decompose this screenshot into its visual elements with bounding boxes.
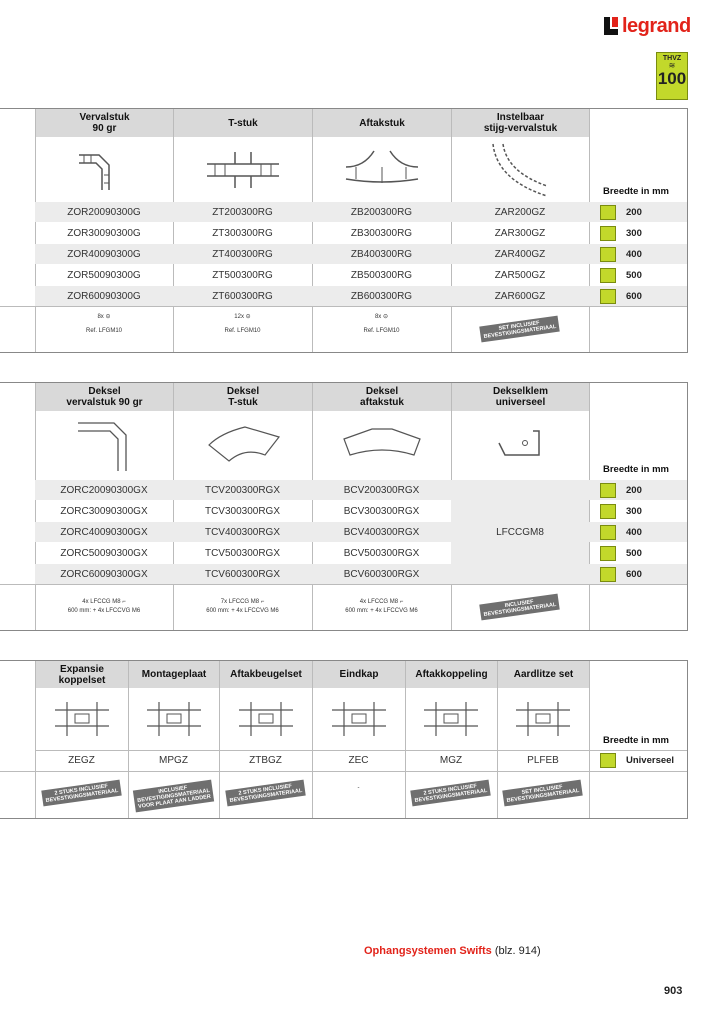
size-text: 400 [626, 249, 642, 260]
product-code: TCV500300RGX [204, 547, 281, 559]
size-value [600, 268, 642, 283]
footer-reference[interactable] [364, 945, 541, 957]
accessory-badge-wrap [405, 783, 497, 805]
table-accessories [0, 660, 688, 819]
size-value [600, 546, 642, 561]
size-text: 500 [626, 270, 642, 281]
accessory-info [35, 313, 173, 334]
size-value [600, 567, 642, 582]
product-code: ZORC20090300GX [60, 484, 148, 496]
accessory-illustration [128, 689, 219, 749]
thvz-mini-icon [600, 289, 616, 304]
product-code: ZAR500GZ [494, 269, 546, 281]
thvz-mini-icon [600, 753, 616, 768]
size-value [600, 483, 642, 498]
product-code: ZAR400GZ [494, 248, 546, 260]
cover-illustration [35, 413, 173, 477]
acc-line2: 600 mm: + 4x LFCCVG M6 [206, 608, 279, 614]
product-code: PLFEB [527, 754, 559, 766]
column-header: Aftakkoppeling [406, 661, 497, 688]
clamp-icon: ⌐ [260, 599, 265, 605]
column-header: Eindkap [313, 661, 405, 688]
product-code: ZOR30090300G [67, 227, 141, 239]
size-value [600, 289, 642, 304]
divider [0, 306, 688, 307]
product-code: ZORC50090300GX [60, 547, 148, 559]
covertee-illustration [173, 413, 312, 477]
accessory-info [173, 313, 312, 334]
product-code: ZAR600GZ [494, 290, 546, 302]
product-code: MGZ [439, 754, 463, 766]
accessory-illustration [35, 689, 128, 749]
accessory-info [312, 599, 451, 614]
divider [0, 584, 688, 585]
accessory-illustration [405, 689, 497, 749]
acc-qty: 8x [97, 314, 104, 320]
product-code: ZTBGZ [249, 754, 282, 766]
column-header: T-stuk [174, 109, 312, 137]
product-code: ZORC40090300GX [60, 526, 148, 538]
clamp-icon: ⌐ [122, 599, 126, 605]
coverbranch-illustration [312, 413, 451, 477]
logo-mark-icon [604, 17, 618, 35]
product-code: ZT300300RG [212, 227, 273, 239]
product-code: BCV600300RGX [343, 568, 420, 580]
size-value [600, 504, 642, 519]
acc-line1: 4x LFCCG M8 [82, 599, 121, 605]
product-code: ZEC [348, 754, 369, 766]
set-badge: SET INCLUSIEF BEVESTIGINGSMATERIAAL [480, 316, 561, 343]
size-text: 200 [626, 207, 642, 218]
accessory-info [312, 313, 451, 334]
size-value [600, 525, 642, 540]
bolt-icon: ⊝ [105, 314, 111, 320]
column-header: Deksel aftakstuk [313, 383, 451, 411]
product-code: ZB400300RG [350, 248, 413, 260]
accessory-info [35, 599, 173, 614]
accessory-illustration [497, 689, 589, 749]
thvz-mini-icon [600, 205, 616, 220]
clamp-illustration [451, 413, 589, 477]
thvz-mini-icon [600, 504, 616, 519]
accessory-illustration [312, 689, 405, 749]
thvz-label: THVZ [662, 55, 682, 62]
accessory-badge-wrap [219, 783, 312, 805]
thvz-mini-icon [600, 226, 616, 241]
product-code: BCV300300RGX [343, 505, 420, 517]
inclusief-badge: 2 STUKS INCLUSIEF BEVESTIGINGSMATERIAAL [225, 780, 306, 807]
product-code: ZT500300RG [212, 269, 273, 281]
product-code: BCV500300RGX [343, 547, 420, 559]
breedte-label: Breedte in mm [603, 464, 669, 475]
accessory-badge-wrap [497, 784, 589, 805]
set-badge: INCLUSIEF BEVESTIGINGSMATERIAAL [480, 594, 561, 621]
product-code: TCV300300RGX [204, 505, 281, 517]
column-header: Vervalstuk 90 gr [36, 109, 173, 137]
inclusief-badge: SET INCLUSIEF BEVESTIGINGSMATERIAAL [503, 780, 584, 807]
product-code: TCV400300RGX [204, 526, 281, 538]
size-text: 600 [626, 291, 642, 302]
breedte-label: Breedte in mm [603, 735, 669, 746]
inclusief-badge: INCLUSIEF BEVESTIGINGSMATERIAAL VOOR PLAAT AAN LADDER [133, 780, 215, 813]
adj-illustration [451, 139, 589, 201]
bolt-icon: ⊝ [245, 314, 251, 320]
size-value [600, 205, 642, 220]
product-code: ZORC60090300GX [60, 568, 148, 580]
thvz-mini-icon [600, 483, 616, 498]
inclusief-badge: 2 STUKS INCLUSIEF BEVESTIGINGSMATERIAAL [411, 780, 492, 807]
product-code: ZAR200GZ [494, 206, 546, 218]
product-code: ZOR40090300G [67, 248, 141, 260]
product-code: ZB600300RG [350, 290, 413, 302]
thvz-mini-icon [600, 525, 616, 540]
product-code: MPGZ [159, 754, 188, 766]
acc-line1: 4x LFCCG M8 [359, 599, 399, 605]
product-code: ZAR300GZ [494, 227, 546, 239]
acc-line2: 600 mm: + 4x LFCCVG M6 [67, 608, 141, 614]
logo-text: legrand [622, 14, 691, 37]
product-code: ZEGZ [68, 754, 95, 766]
product-code: TCV600300RGX [204, 568, 281, 580]
column-header: Aardlitze set [498, 661, 589, 688]
product-code: ZORC30090300GX [60, 505, 148, 517]
thvz-value: 100 [657, 69, 687, 88]
accessory-badge-wrap [312, 785, 405, 791]
product-code: ZOR20090300G [67, 206, 141, 218]
size-value [600, 226, 642, 241]
accessory-badge-wrap [35, 783, 128, 805]
divider [0, 771, 688, 772]
set-badge-wrap [451, 320, 589, 341]
table-fittings [0, 108, 688, 353]
size-text: Universeel [626, 755, 675, 766]
product-code: ZOR50090300G [67, 269, 141, 281]
product-code: ZB200300RG [350, 206, 413, 218]
product-code: ZT600300RG [212, 290, 273, 302]
breedte-label: Breedte in mm [603, 186, 669, 197]
size-text: 300 [626, 506, 642, 517]
thvz-badge [656, 52, 688, 100]
acc-qty: 12x [234, 314, 244, 320]
merged-clamp-code: LFCCGM8 [451, 480, 589, 584]
size-text: 600 [626, 569, 642, 580]
size-text: 300 [626, 228, 642, 239]
set-badge-wrap [451, 599, 589, 619]
bolt-icon: ⊝ [382, 314, 389, 320]
size-text: 200 [626, 485, 642, 496]
tee-illustration [173, 139, 312, 201]
clamp-icon: ⌐ [399, 599, 404, 605]
size-text: 500 [626, 548, 642, 559]
accessory-info [173, 599, 312, 614]
thvz-mini-icon [600, 247, 616, 262]
column-divider [589, 661, 590, 818]
column-header: Instelbaar stijg-vervalstuk [452, 109, 589, 137]
thvz-mini-icon [600, 567, 616, 582]
size-text: 400 [626, 527, 642, 538]
table-covers [0, 382, 688, 631]
accessory-badge-wrap [128, 785, 219, 811]
acc-ref: Ref. LFGM10 [363, 328, 400, 334]
column-header: Dekselklem universeel [452, 383, 589, 411]
column-header: Aftakstuk [313, 109, 451, 137]
column-header: Deksel vervalstuk 90 gr [36, 383, 173, 411]
thvz-mini-icon [600, 268, 616, 283]
column-header: Montageplaat [129, 661, 219, 688]
product-code: BCV200300RGX [343, 484, 420, 496]
acc-line2: 600 mm: + 4x LFCCVG M6 [345, 608, 418, 614]
product-code: ZB300300RG [350, 227, 413, 239]
column-header: Aftakbeugelset [220, 661, 312, 688]
thvz-mini-icon [600, 546, 616, 561]
legrand-logo [604, 14, 694, 38]
acc-line1: 7x LFCCG M8 [220, 599, 260, 605]
size-value [600, 753, 674, 768]
inclusief-badge: 2 STUKS INCLUSIEF BEVESTIGINGSMATERIAAL [41, 780, 122, 807]
product-code: ZT200300RG [212, 206, 273, 218]
bend-illustration [35, 139, 173, 201]
product-code: BCV400300RGX [343, 526, 420, 538]
product-code: ZB500300RG [350, 269, 413, 281]
product-code: ZOR60090300G [67, 290, 141, 302]
product-code: TCV200300RGX [204, 484, 281, 496]
footer-page-ref: (blz. 914) [494, 945, 541, 957]
footer-link[interactable]: Ophangsystemen Swifts [364, 945, 492, 957]
column-header: Expansie koppelset [36, 661, 128, 688]
column-header: Deksel T-stuk [174, 383, 312, 411]
accessory-illustration [219, 689, 312, 749]
acc-qty: 8x [374, 314, 382, 320]
product-code: ZT400300RG [212, 248, 273, 260]
size-value [600, 247, 642, 262]
acc-ref: Ref. LFGM10 [224, 328, 261, 334]
inclusief-badge: - [357, 785, 360, 791]
branch-illustration [312, 139, 451, 201]
acc-ref: Ref. LFGM10 [85, 328, 122, 334]
heat-waves-icon: ≋ [668, 61, 676, 70]
page-number: 903 [664, 985, 683, 997]
